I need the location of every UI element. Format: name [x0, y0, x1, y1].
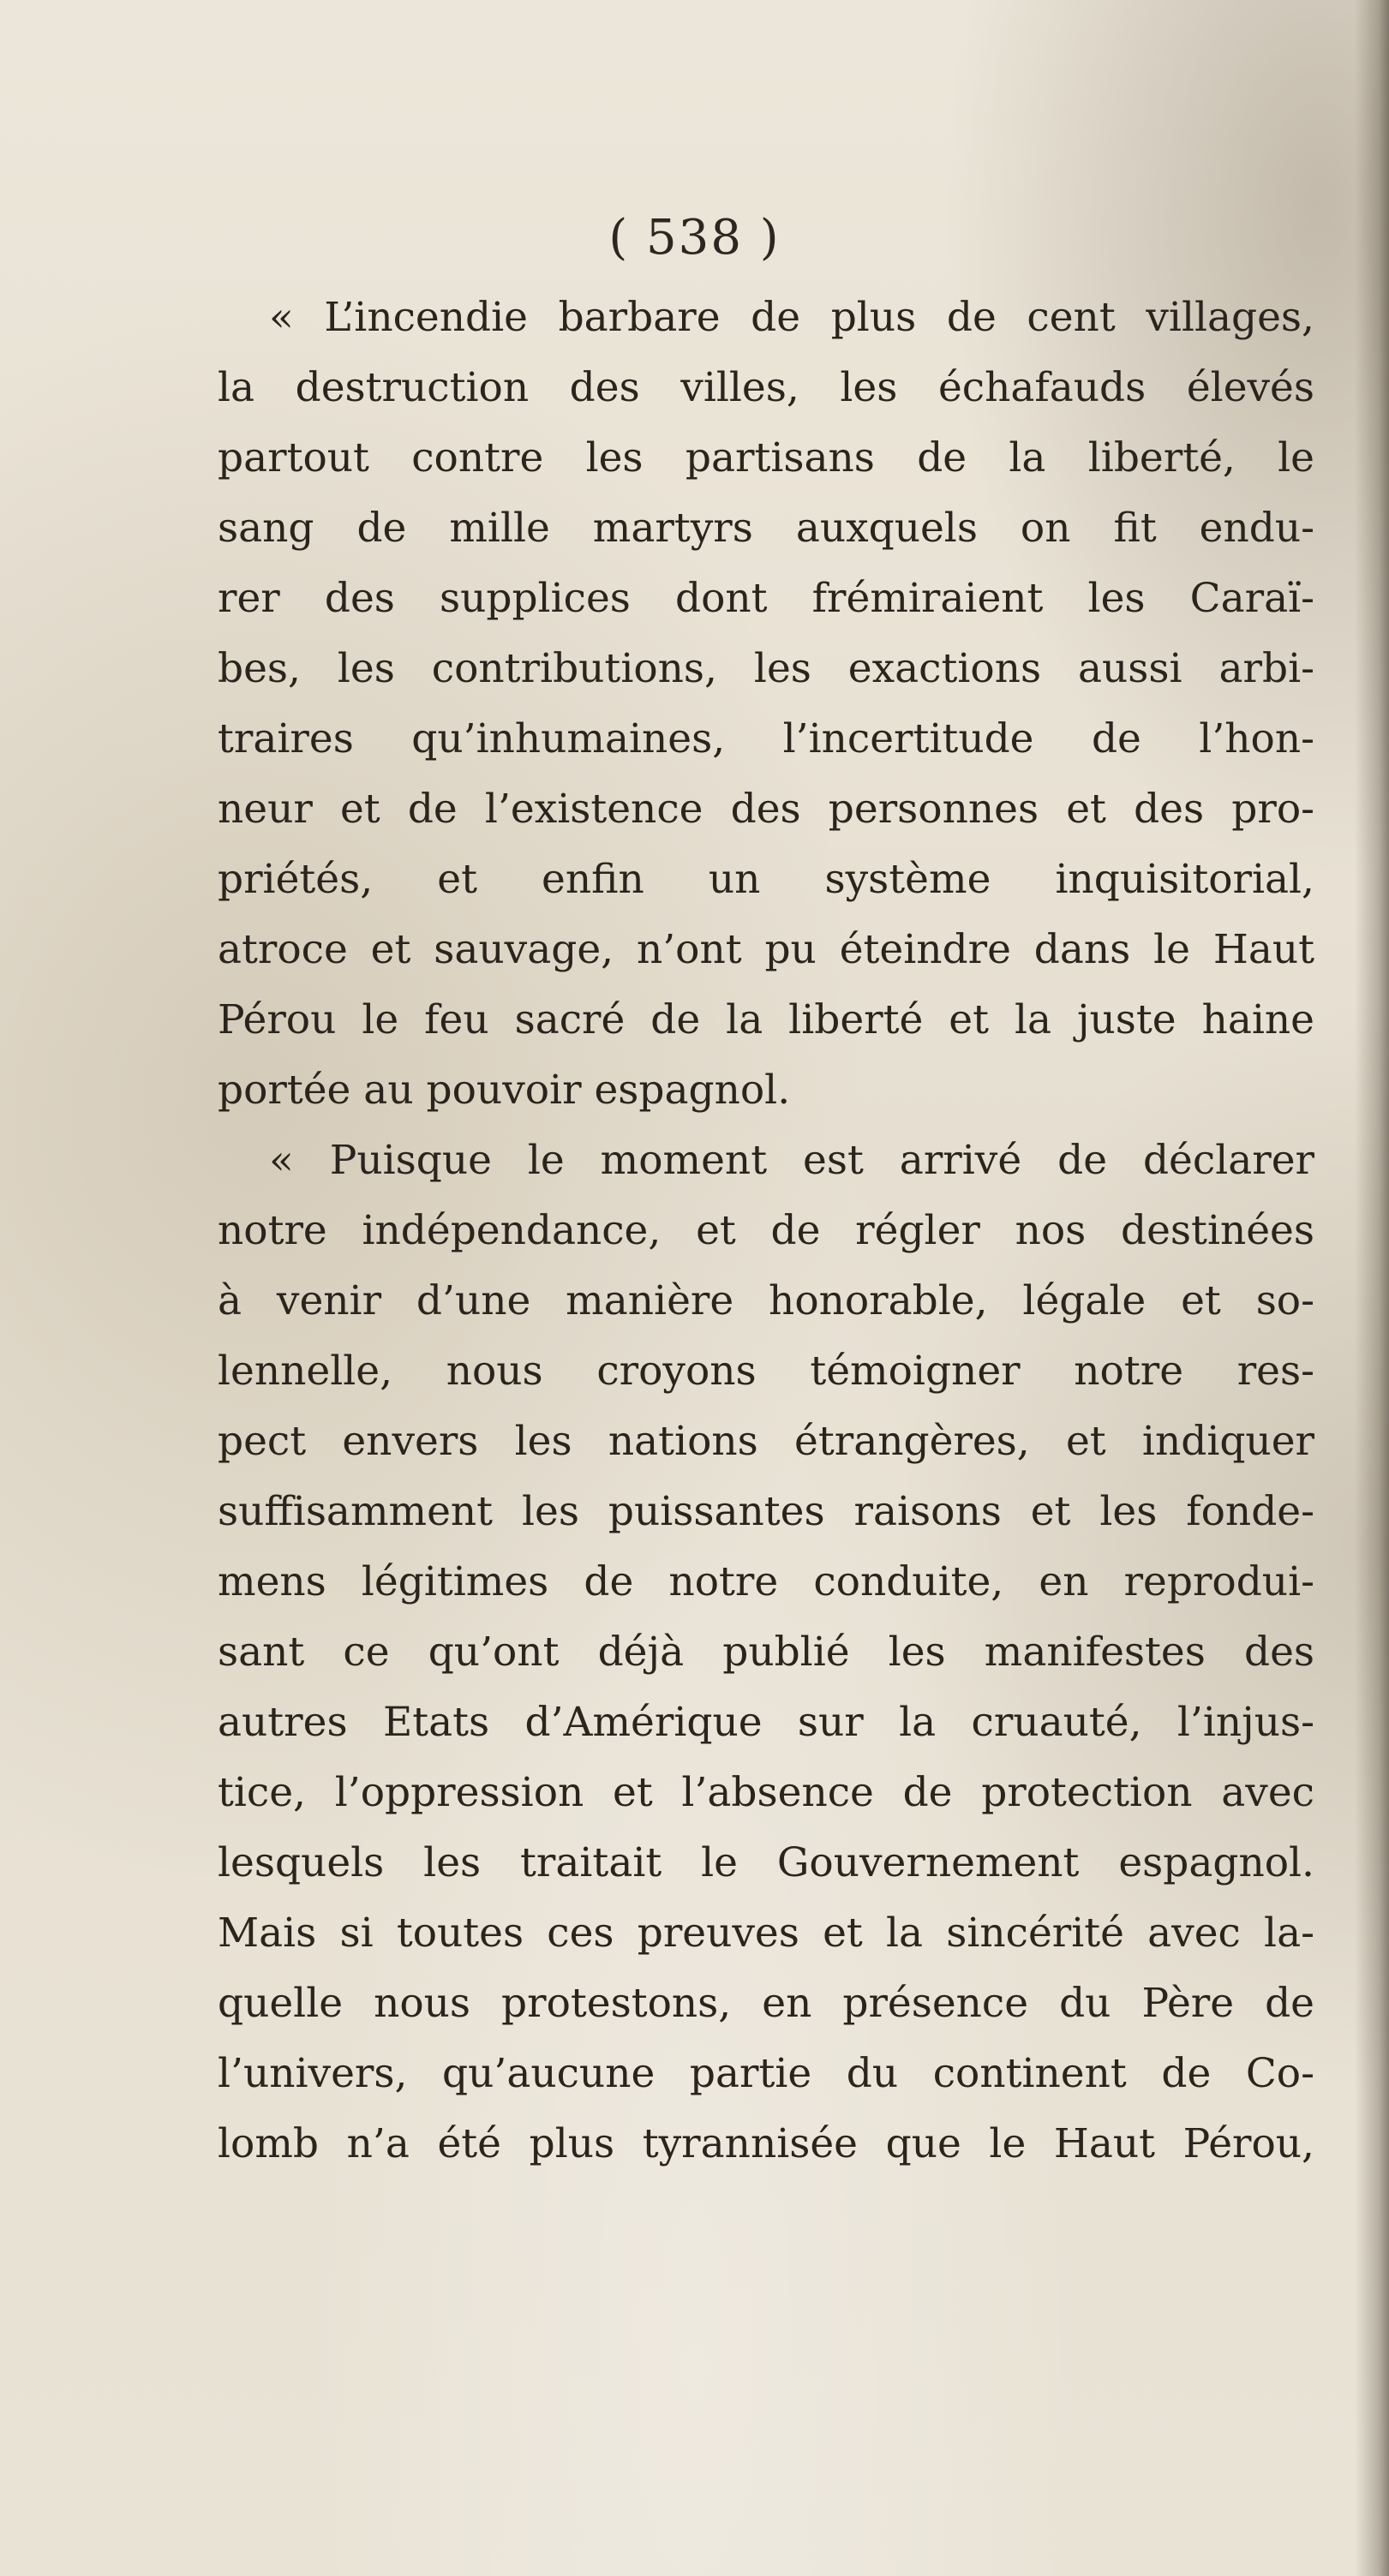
text-line: sant ce qu’ont déjà publié les manifestes des — [218, 1629, 1314, 1676]
text-line: portée au pouvoir espagnol. — [218, 1067, 791, 1114]
text-line: la destruction des villes, les échafauds élevés — [218, 364, 1314, 411]
text-line: tice, l’oppression et l’absence de protection avec — [218, 1769, 1314, 1816]
text-line: pect envers les nations étrangères, et indiquer — [218, 1418, 1314, 1465]
text-line: « Puisque le moment est arrivé de déclarer — [269, 1137, 1314, 1184]
text-line: neur et de l’existence des personnes et des pro- — [218, 786, 1314, 833]
body-text — [218, 283, 1314, 2179]
text-line: suffisamment les puissantes raisons et les fonde- — [218, 1488, 1314, 1535]
text-line: quelle nous protestons, en présence du Père de — [218, 1980, 1314, 2027]
page-edge-shadow — [1355, 0, 1389, 2576]
text-line: partout contre les partisans de la liberté, le — [218, 434, 1314, 481]
text-line: atroce et sauvage, n’ont pu éteindre dans le Haut — [218, 926, 1314, 973]
text-line: lesquels les traitait le Gouvernement espagnol. — [218, 1839, 1314, 1886]
text-line: sang de mille martyrs auxquels on fit endu- — [218, 505, 1314, 552]
text-line: autres Etats d’Amérique sur la cruauté, l’injus- — [218, 1699, 1314, 1746]
text-line: « L’incendie barbare de plus de cent villages, — [269, 294, 1314, 341]
text-line: notre indépendance, et de régler nos destinées — [218, 1207, 1314, 1254]
text-line: Mais si toutes ces preuves et la sincérité avec la- — [218, 1910, 1314, 1957]
text-line: l’univers, qu’aucune partie du continent de Co- — [218, 2050, 1314, 2097]
text-line: Pérou le feu sacré de la liberté et la juste haine — [218, 996, 1314, 1043]
text-line: à venir d’une manière honorable, légale et so- — [218, 1277, 1314, 1324]
text-line: traires qu’inhumaines, l’incertitude de l’hon- — [218, 715, 1314, 762]
text-line: lomb n’a été plus tyrannisée que le Haut Pérou, — [218, 2120, 1314, 2167]
page-number: ( 538 ) — [608, 210, 781, 266]
text-line: rer des supplices dont frémiraient les Caraï- — [218, 575, 1314, 622]
text-line: priétés, et enfin un système inquisitorial, — [218, 856, 1314, 903]
text-line: bes, les contributions, les exactions aussi arbi- — [218, 645, 1314, 692]
text-line: lennelle, nous croyons témoigner notre res- — [218, 1348, 1314, 1395]
text-line: mens légitimes de notre conduite, en reprodui- — [218, 1558, 1314, 1605]
